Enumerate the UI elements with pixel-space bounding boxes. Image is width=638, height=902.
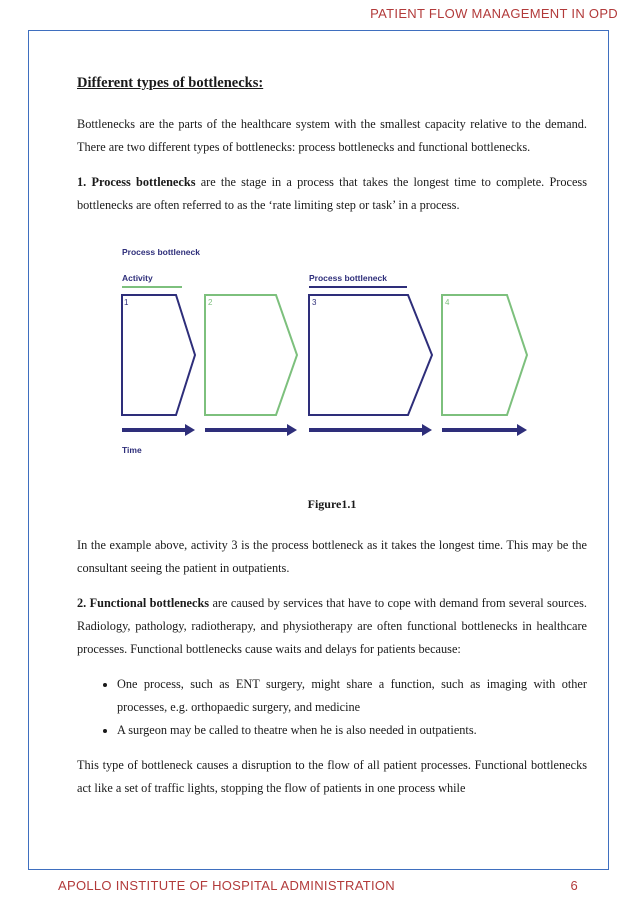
- figure-process-bottleneck: [77, 235, 587, 485]
- figure-caption: Figure1.1: [307, 497, 357, 511]
- example-paragraph: In the example above, activity 3 is the process bottleneck as it takes the longest time. This may be the consultant seeing the patient in outpatients.: [77, 538, 587, 575]
- label-activity: Activity: [122, 273, 153, 283]
- activity-2-label: 2: [208, 298, 213, 307]
- activity-3-shape: [309, 295, 432, 415]
- process-bottleneck-paragraph: [77, 171, 587, 217]
- activity-2-shape: [205, 295, 297, 415]
- footer-institute: APOLLO INSTITUTE OF HOSPITAL ADMINISTRATION: [58, 878, 395, 893]
- page-number: 6: [570, 878, 578, 893]
- time-arrow-4: [442, 424, 527, 436]
- list-item: • One process, such as ENT surgery, might share a function, such as imaging with other processes, e.g. orthopaedic surgery, and medicine: [117, 673, 587, 719]
- functional-bottleneck-paragraph: [77, 592, 587, 661]
- activity-1-shape: [122, 295, 195, 415]
- label-process-bottleneck-left: Process bottleneck: [122, 247, 200, 257]
- activity-4-shape: [442, 295, 527, 415]
- time-arrow-1: [122, 424, 195, 436]
- activity-3-label: 3: [312, 298, 317, 307]
- process-definition: are the stage in a process that takes the longest time to complete. Process bottlenecks are often referred to as the ‘rate limiting step or task’ in a process.: [77, 175, 588, 212]
- activity-1-label: 1: [124, 298, 129, 307]
- page-content: [77, 72, 587, 812]
- term-process-bottlenecks: Process bottlenecks: [91, 175, 196, 189]
- time-arrow-2: [205, 424, 297, 436]
- item-number: 1.: [77, 175, 87, 189]
- section-heading: Different types of bottlenecks:: [77, 75, 264, 91]
- process-diagram: [77, 235, 587, 485]
- running-footer: [58, 878, 578, 893]
- time-arrow-3: [309, 424, 432, 436]
- label-process-bottleneck-mid: Process bottleneck: [309, 273, 387, 283]
- running-header: PATIENT FLOW MANAGEMENT IN OPD: [370, 6, 618, 21]
- list-item: • A surgeon may be called to theatre when he is also needed in outpatients.: [117, 719, 587, 742]
- activity-4-label: 4: [445, 298, 450, 307]
- term-functional-bottlenecks: Functional bottlenecks: [89, 596, 210, 610]
- bullet-list: [77, 673, 587, 742]
- intro-paragraph: Bottlenecks are the parts of the healthcare system with the smallest capacity relative to the demand. There are two different types of bottlenecks: process bottlenecks and functional bottlenecks.: [77, 117, 587, 154]
- functional-definition: are caused by services that have to cope with demand from several sources. Radiology, pathology, radiotherapy, and physiotherapy are often functional bottlenecks in healthcare processes. Functional bottlenecks cause waits and delays for patients because:: [77, 596, 587, 656]
- item-number: 2.: [77, 596, 87, 610]
- closing-paragraph: This type of bottleneck causes a disruption to the flow of all patient processes. Functional bottlenecks act like a set of traffic lights, stopping the flow of patients in one process while: [77, 758, 587, 795]
- label-time: Time: [122, 445, 142, 455]
